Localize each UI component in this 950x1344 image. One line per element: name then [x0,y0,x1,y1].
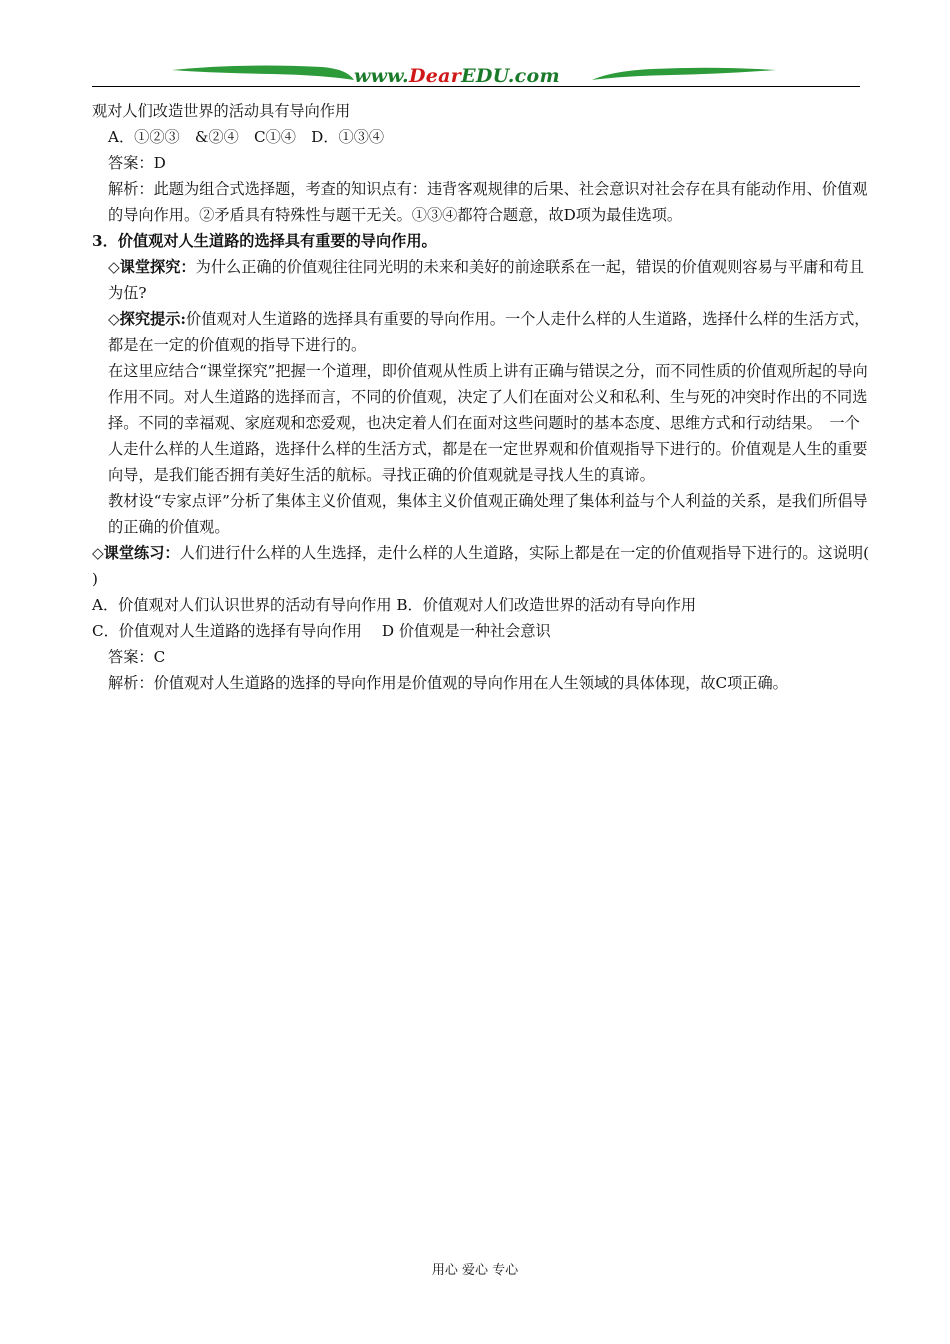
explanation-2: 解析：价值观对人生道路的选择的导向作用是价值观的导向作用在人生领域的具体体现，故C项正确。 [108,674,788,692]
exercise-options-ab: A．价值观对人们认识世界的活动有导向作用 B．价值观对人们改造世界的活动有导向作用 [92,596,697,614]
answer-1: 答案：D [108,154,166,172]
site-logo [354,65,560,87]
paragraph-discussion: 在这里应结合“课堂探究”把握一个道理，即价值观从性质上讲有正确与错误之分，而不同性质的价值观所起的导向作用不同。对人生道路的选择而言，不同的价值观，决定了人们在面对公义和私利、生与死的冲突时作出的不同选择。不同的幸福观、家庭观和恋爱观，也决定着人们在面对这些问题时的基本态度、思维方式和行动结果。 一个人走什么样的人生道路，选择什么样的生活方式，都是在一定世界观和价值观指导下进行的。价值观是人生的重要向导，是我们能否拥有美好生活的航标。寻找正确的价值观就是寻找人生的真谛。 [108,362,868,484]
left-swoosh-shape [172,66,354,80]
right-swoosh-shape [592,68,776,80]
question-options: A．①②③ &②④ C①④ D．①③④ [108,128,385,146]
answer-2: 答案：C [108,648,166,666]
inquiry-hint-label: ◇探究提示: [108,310,187,328]
logo-suffix: EDU.com [461,65,560,87]
paragraph-1: 观对人们改造世界的活动具有导向作用 [92,102,351,120]
logo-middle: Dear [408,65,462,87]
header-divider [92,86,860,87]
page-footer: 用心 爱心 专心 [431,1263,519,1278]
inquiry-hint [92,306,872,358]
explanation-1: 解析：此题为组合式选择题，考查的知识点有：违背客观规律的后果、社会意识对社会存在具有能动作用、价值观的导向作用。②矛盾具有特殊性与题干无关。①③④都符合题意，故D项为最佳选项。 [108,180,868,224]
classroom-exercise-label: ◇课堂练习： [92,544,180,562]
classroom-exercise-text: 人们进行什么样的人生选择，走什么样的人生道路，实际上都是在一定的价值观指导下进行的。这说明( ) [92,544,869,588]
classroom-inquiry [92,254,872,306]
exercise-options-cd: C．价值观对人生道路的选择有导向作用 D 价值观是一种社会意识 [92,622,551,640]
paragraph-expert-review: 教材设“专家点评”分析了集体主义价值观，集体主义价值观正确处理了集体利益与个人利益的关系，是我们所倡导的正确的价值观。 [108,492,868,536]
document-body [92,98,872,696]
page-header [92,58,860,90]
section-heading-3: 3．价值观对人生道路的选择具有重要的导向作用。 [92,232,437,250]
classroom-exercise [92,540,872,592]
logo-prefix: www. [354,65,409,87]
classroom-inquiry-label: ◇课堂探究： [108,258,196,276]
inquiry-hint-text: 价值观对人生道路的选择具有重要的导向作用。一个人走什么样的人生道路，选择什么样的生活方式，都是在一定的价值观的指导下进行的。 [108,310,870,354]
classroom-inquiry-text: 为什么正确的价值观往往同光明的未来和美好的前途联系在一起，错误的价值观则容易与平庸和苟且为伍? [108,258,864,302]
